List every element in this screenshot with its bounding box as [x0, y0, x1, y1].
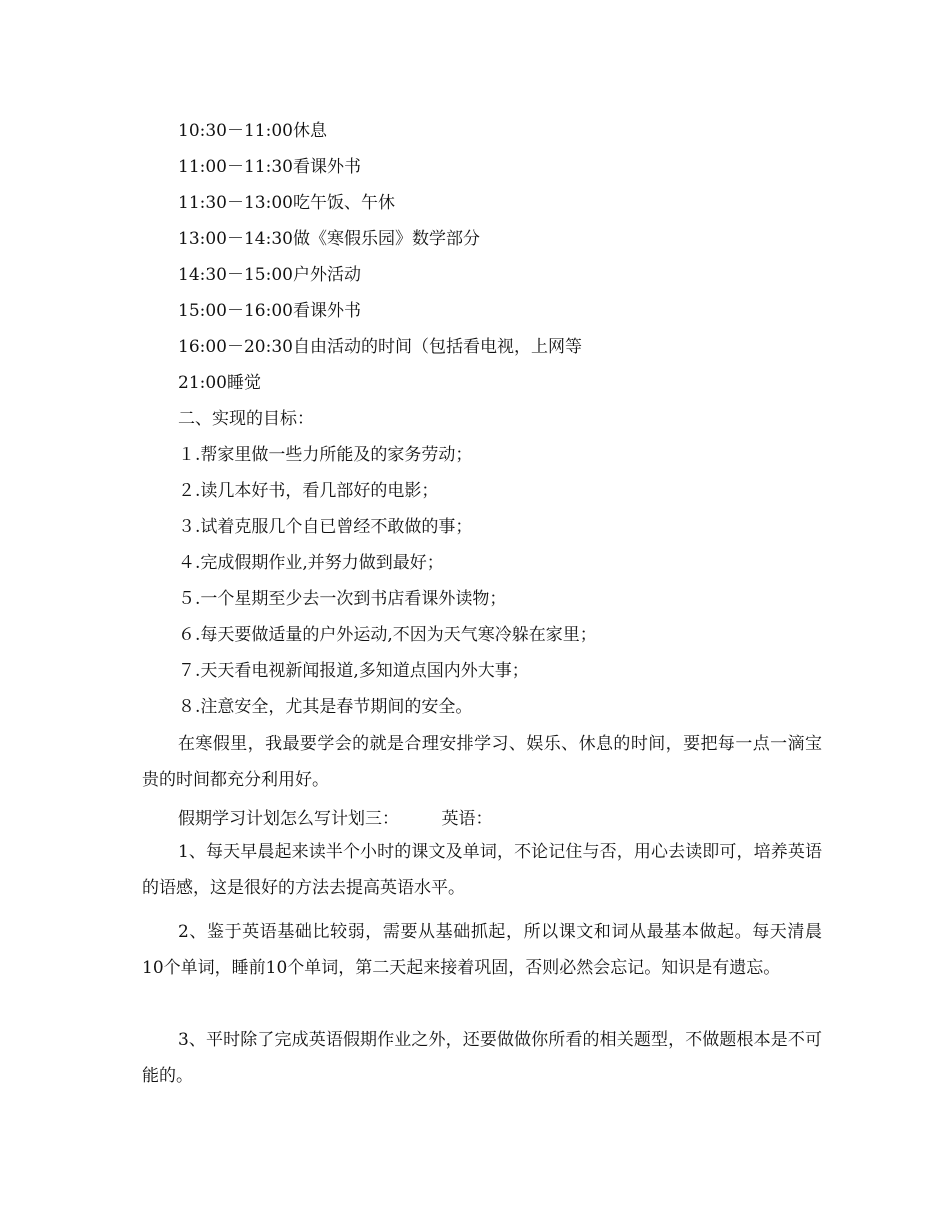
english-item: 2、鉴于英语基础比较弱，需要从基础抓起，所以课文和词从最基本做起。每天清晨10个单词，睡前10个单词，第二天起来接着巩固，否则必然会忘记。知识是有遗忘。	[142, 922, 822, 978]
schedule-line: 10:30－11:00休息	[178, 121, 327, 141]
schedule-line: 11:00－11:30看课外书	[178, 157, 361, 177]
schedule-line: 11:30－13:00吃午饭、午休	[178, 193, 395, 213]
goal-item: １.帮家里做一些力所能及的家务劳动；	[178, 445, 473, 465]
goal-item: ８.注意安全，尤其是春节期间的安全。	[178, 697, 473, 717]
goal-item: ２.读几本好书，看几部好的电影；	[178, 481, 439, 501]
english-item: 1、每天早晨起来读半个小时的课文及单词，不论记住与否，用心去读即可，培养英语的语感，这是很好的方法去提高英语水平。	[142, 842, 822, 898]
schedule-line: 14:30－15:00户外活动	[178, 265, 361, 285]
english-item: 3、平时除了完成英语假期作业之外，还要做做你所看的相关题型，不做题根本是不可能的。	[142, 1030, 822, 1086]
schedule-line: 16:00－20:30自由活动的时间（包括看电视，上网等	[178, 337, 582, 357]
goal-item: ４.完成假期作业,并努力做到最好；	[178, 553, 444, 573]
goals-heading: 二、实现的目标：	[178, 409, 314, 429]
goal-item: ７.天天看电视新闻报道,多知道点国内外大事；	[178, 661, 529, 681]
goal-item: ６.每天要做适量的户外运动,不因为天气寒冷躲在家里；	[178, 625, 597, 645]
goal-item: ３.试着克服几个自已曾经不敢做的事；	[178, 517, 473, 537]
summary-paragraph: 在寒假里，我最要学会的就是合理安排学习、娱乐、休息的时间，要把每一点一滴宝贵的时间都充分利用好。	[142, 734, 822, 790]
schedule-line: 15:00－16:00看课外书	[178, 301, 361, 321]
schedule-line: 21:00睡觉	[178, 373, 261, 393]
goal-item: ５.一个星期至少去一次到书店看课外读物；	[178, 589, 507, 609]
plan3-heading: 假期学习计划怎么写计划三： 英语：	[178, 809, 493, 829]
schedule-line: 13:00－14:30做《寒假乐园》数学部分	[178, 229, 480, 249]
